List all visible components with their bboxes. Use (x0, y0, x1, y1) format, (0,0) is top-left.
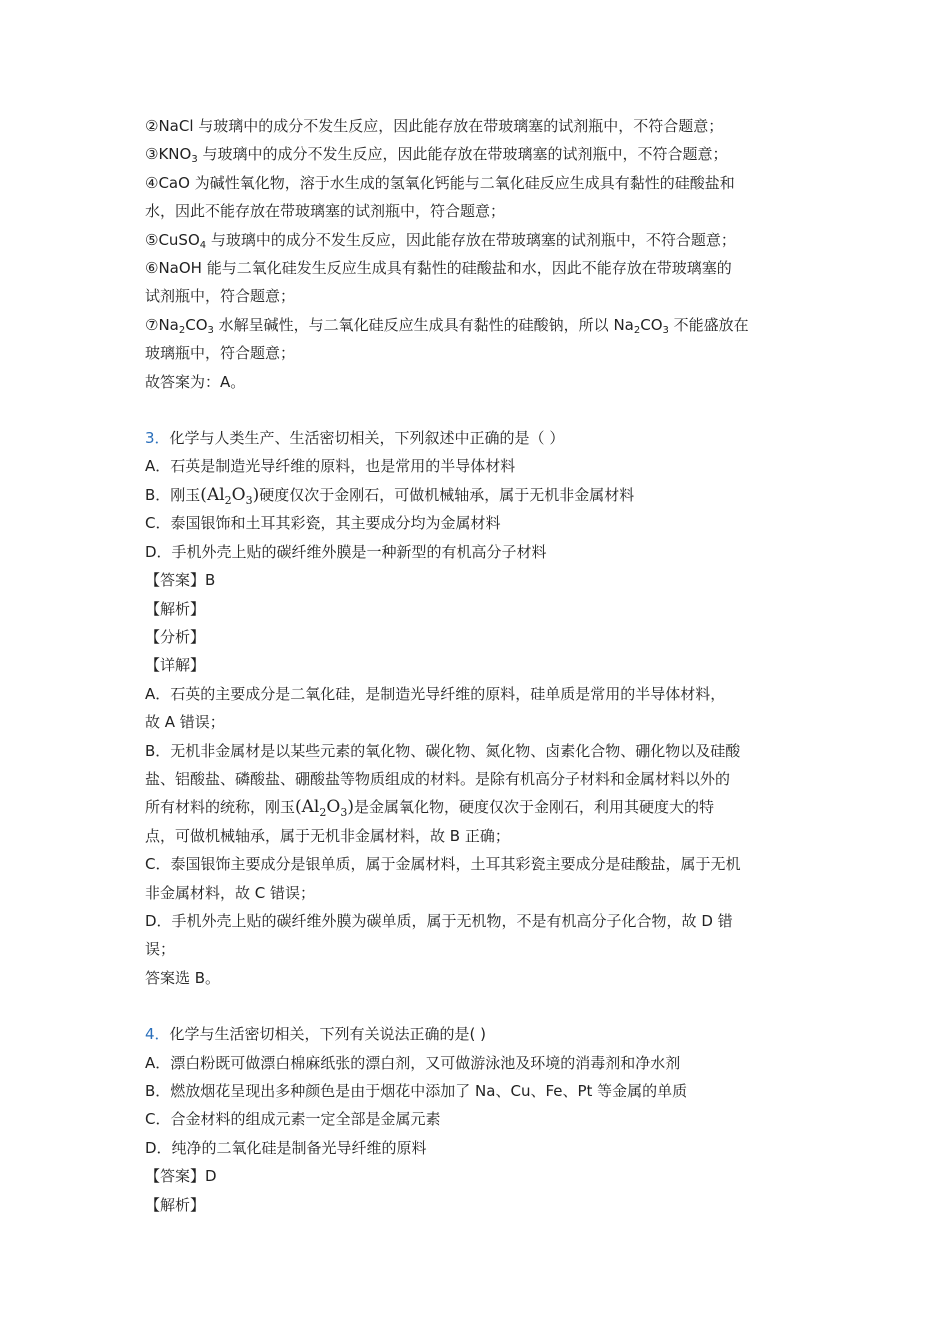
detail-line: A．石英的主要成分是二氧化硅，是制造光导纤维的原料，硅单质是常用的半导体材料， (145, 684, 726, 703)
question-4-option-b: B．燃放烟花呈现出多种颜色是由于烟花中添加了 Na、Cu、Fe、Pt 等金属的单质 (145, 1082, 688, 1100)
detail-line: C．泰国银饰主要成分是银单质，属于金属材料，土耳其彩瓷主要成分是硅酸盐，属于无机 (145, 855, 741, 874)
answer-label: 【答案】B (145, 571, 216, 590)
solution-line: 玻璃瓶中，符合题意； (145, 344, 296, 363)
answer-label: 【答案】D (145, 1167, 217, 1186)
detail-line: 非金属材料，故 C 错误； (145, 883, 316, 902)
detail-line: 所有材料的统称，刚玉$(Al_2O_3)$是金属氧化物，硬度仅次于金刚石，利用其硬度大的特 (145, 797, 714, 820)
solution-line: ②NaCl 与玻璃中的成分不发生反应，因此能存放在带玻璃塞的试剂瓶中，不符合题意； (145, 117, 724, 135)
detail-line: 点，可做机械轴承，属于无机非金属材料，故 B 正确； (145, 826, 510, 845)
question-3-option-d: D．手机外壳上贴的碳纤维外膜是一种新型的有机高分子材料 (145, 542, 547, 561)
question-4-option-c: C．合金材料的组成元素一定全部是金属元素 (145, 1110, 441, 1129)
detail-line: D．手机外壳上贴的碳纤维外膜为碳单质，属于无机物，不是有机高分子化合物，故 D 错 (145, 911, 733, 930)
question-number: 4． (145, 1025, 170, 1044)
question-4-stem: 4．化学与生活密切相关，下列有关说法正确的是( ) (145, 1025, 487, 1044)
question-3-stem: 3．化学与人类生产、生活密切相关，下列叙述中正确的是（ ） (145, 429, 565, 448)
detail-line: 故 A 错误； (145, 713, 225, 732)
solution-final-answer: 故答案为：A。 (145, 372, 246, 391)
analysis-label: 【解析】 (145, 1195, 206, 1214)
solution-line: ⑥NaOH 能与二氧化硅发生反应生成具有黏性的硅酸盐和水，因此不能存放在带玻璃塞的 (145, 259, 732, 278)
question-3-option-c: C．泰国银饰和土耳其彩瓷，其主要成分均为金属材料 (145, 514, 501, 533)
question-3-option-a: A．石英是制造光导纤维的原料，也是常用的半导体材料 (145, 457, 516, 476)
question-4-option-a: A．漂白粉既可做漂白棉麻纸张的漂白剂，又可做游泳池及环境的消毒剂和净水剂 (145, 1053, 681, 1072)
detail-line: 盐、铝酸盐、磷酸盐、硼酸盐等物质组成的材料。是除有机高分子材料和金属材料以外的 (145, 769, 731, 788)
question-number: 3． (145, 429, 170, 448)
detail-label: 【详解】 (145, 656, 206, 675)
detail-line: 误； (145, 940, 176, 959)
detail-line: B．无机非金属材是以某些元素的氧化物、碳化物、氮化物、卤素化合物、硼化物以及硅酸 (145, 741, 741, 760)
final-answer: 答案选 B。 (145, 968, 221, 987)
analysis-label: 【解析】 (145, 599, 206, 618)
question-4-option-d: D．纯净的二氧化硅是制备光导纤维的原料 (145, 1138, 427, 1157)
fenxi-label: 【分析】 (145, 627, 206, 646)
solution-line: ⑤CuSO$_4$ 与玻璃中的成分不发生反应，因此能存放在带玻璃塞的试剂瓶中，不符合题意； (145, 230, 736, 251)
solution-line: $⑦Na_2CO_3$ 水解呈碱性，与二氧化硅反应生成具有黏性的硅酸钠，所以 $Na_2CO_3$ 不能盛放在 (145, 315, 749, 336)
solution-line: 试剂瓶中，符合题意； (145, 287, 296, 306)
formula-al2o3: $(Al_2O_3)$ (200, 484, 260, 507)
solution-line: ④CaO 为碱性氧化物，溶于水生成的氢氧化钙能与二氧化硅反应生成具有黏性的硅酸盐和 (145, 173, 735, 192)
question-3-option-b: B．刚玉$(Al_2O_3)$硬度仅次于金刚石，可做机械轴承，属于无机非金属材料 (145, 484, 635, 507)
solution-line: $③KNO_3$ 与玻璃中的成分不发生反应，因此能存放在带玻璃塞的试剂瓶中，不符合题意； (145, 145, 728, 166)
solution-line: 水，因此不能存放在带玻璃塞的试剂瓶中，符合题意； (145, 202, 506, 221)
document-content (145, 112, 825, 1219)
formula-al2o3: $(Al_2O_3)$ (295, 797, 354, 820)
